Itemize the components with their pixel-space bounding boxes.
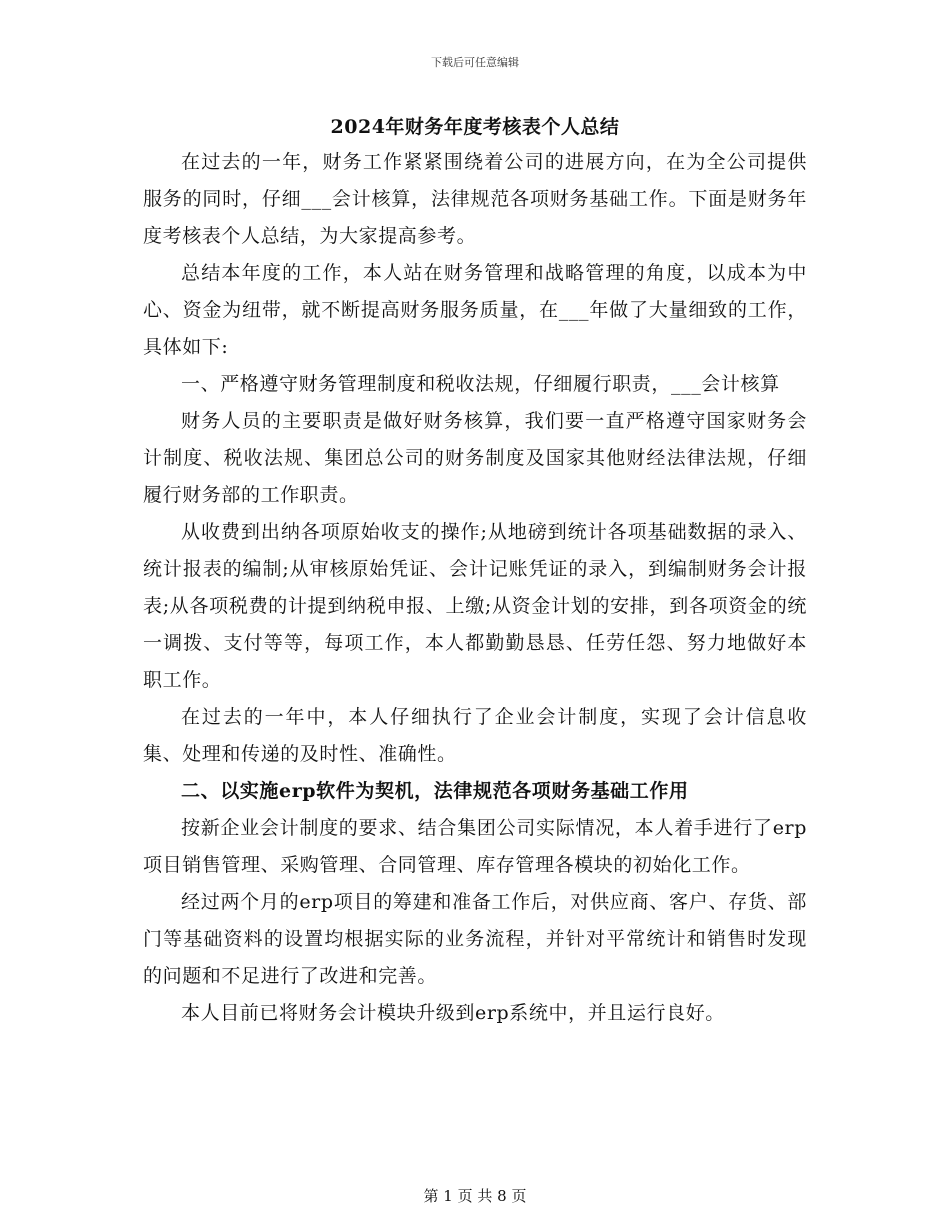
paragraph-5: 在过去的一年中，本人仔细执行了企业会计制度，实现了会计信息收集、处理和传递的及时性、准确性。 [143, 706, 807, 765]
section-heading-1: 一、严格遵守财务管理制度和税收法规，仔细履行职责，___会计核算 [181, 373, 780, 395]
paragraph-2: 总结本年度的工作，本人站在财务管理和战略管理的角度，以成本为中心、资金为纽带，就不断提高财务服务质量，在___年做了大量细致的工作，具体如下: [143, 262, 807, 358]
section-heading-2: 二、以实施erp软件为契机，法律规范各项财务基础工作用 [181, 780, 689, 802]
paragraph-4: 从收费到出纳各项原始收支的操作;从地磅到统计各项基础数据的录入、统计报表的编制;从审核原始凭证、会计记账凭证的录入，到编制财务会计报表;从各项税费的计提到纳税申报、上缴;从资金计划的安排，到各项资金的统一调拨、支付等等，每项工作，本人都勤勤恳恳、任劳任怨、努力地做好本职工作。 [143, 521, 807, 691]
paragraph-1: 在过去的一年，财务工作紧紧围绕着公司的进展方向，在为全公司提供服务的同时，仔细___会计核算，法律规范各项财务基础工作。下面是财务年度考核表个人总结，为大家提高参考。 [143, 151, 807, 247]
paragraph-8: 本人目前已将财务会计模块升级到erp系统中，并且运行良好。 [181, 1002, 725, 1024]
page-footer: 第 1 页 共 8 页 [423, 1187, 527, 1205]
paragraph-7: 经过两个月的erp项目的筹建和准备工作后，对供应商、客户、存货、部门等基础资料的设置均根据实际的业务流程，并针对平常统计和销售时发现的问题和不足进行了改进和完善。 [143, 891, 807, 987]
document-title: 2024年财务年度考核表个人总结 [330, 116, 620, 138]
paragraph-3: 财务人员的主要职责是做好财务核算，我们要一直严格遵守国家财务会计制度、税收法规、集团总公司的财务制度及国家其他财经法律法规，仔细履行财务部的工作职责。 [143, 410, 807, 506]
document-body [143, 112, 807, 1032]
header-note: 下载后可任意编辑 [431, 56, 519, 69]
paragraph-6: 按新企业会计制度的要求、结合集团公司实际情况，本人着手进行了erp项目销售管理、采购管理、合同管理、库存管理各模块的初始化工作。 [143, 817, 807, 876]
